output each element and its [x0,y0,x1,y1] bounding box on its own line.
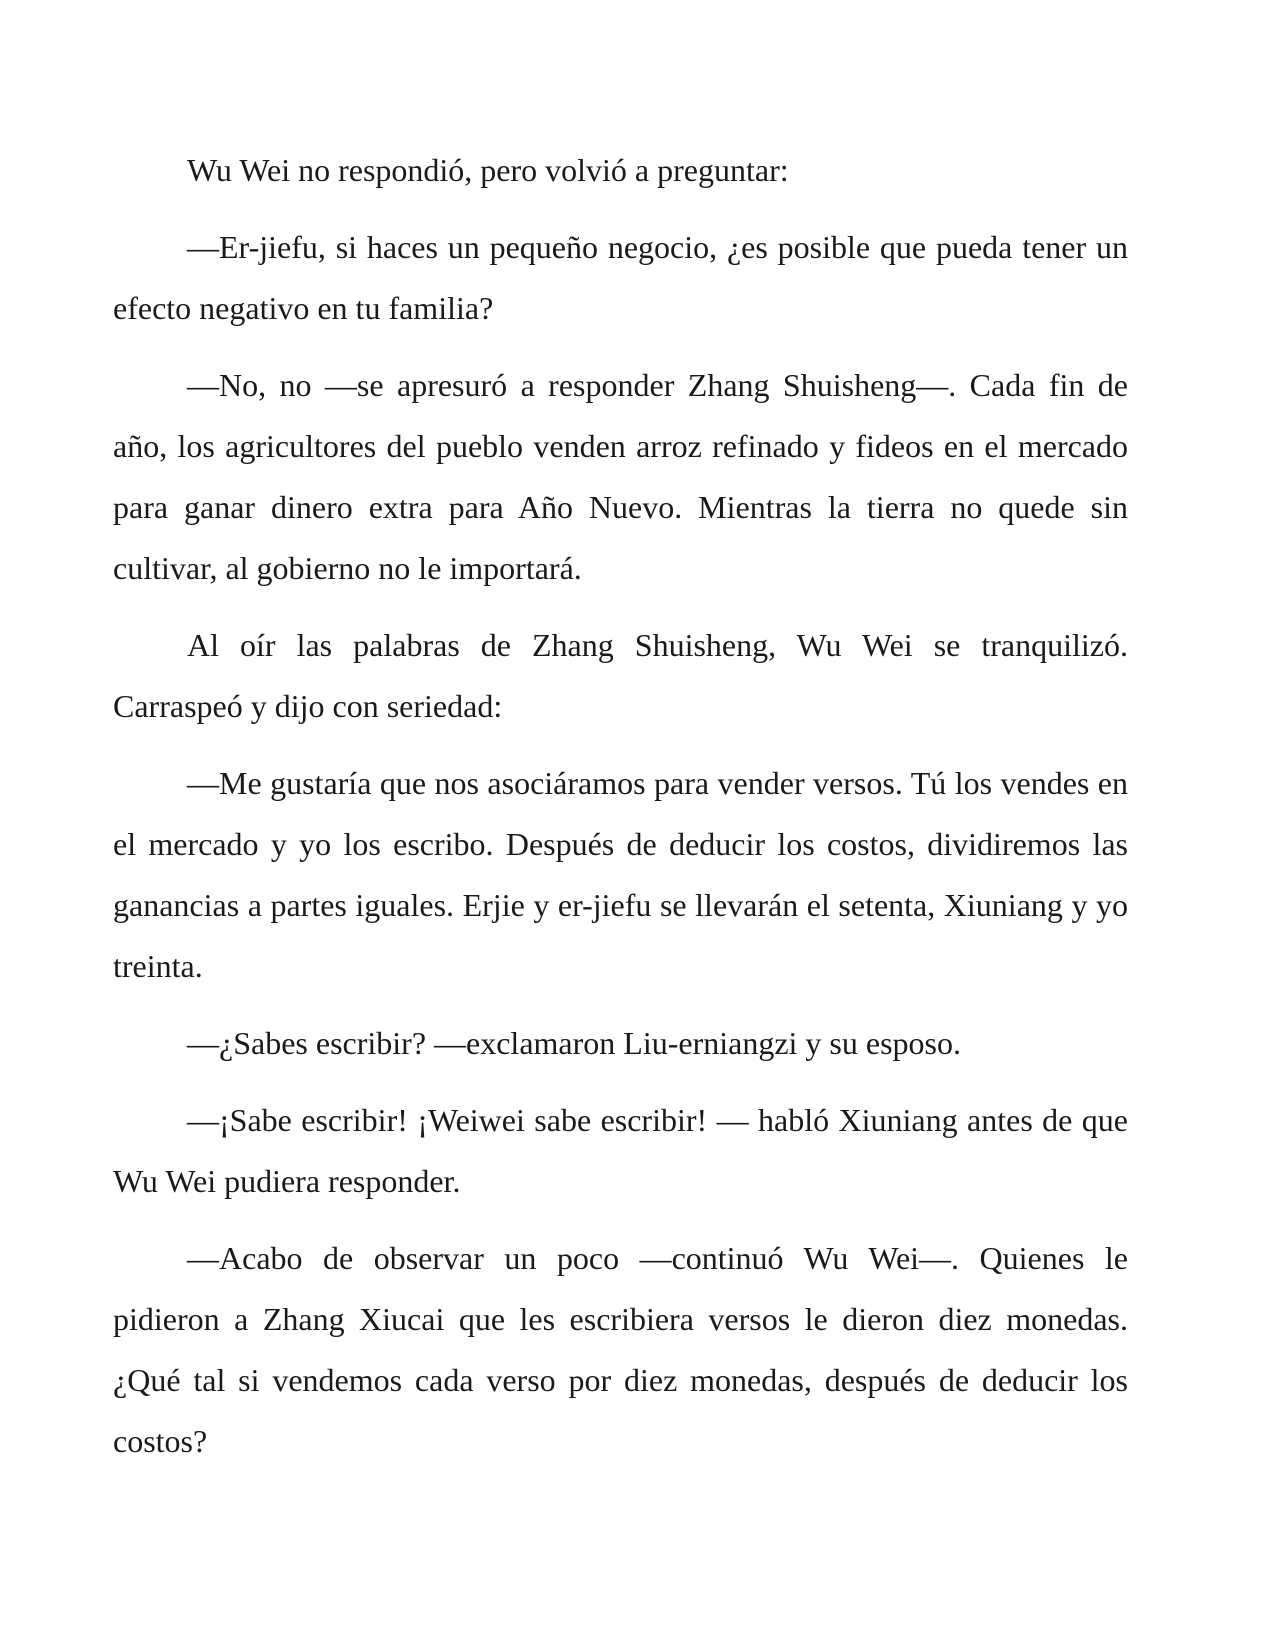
paragraph-7: —¡Sabe escribir! ¡Weiwei sabe escribir! — habló Xiuniang antes de que Wu Wei pudiera responder. [113,1102,1128,1199]
paragraph-1: Wu Wei no respondió, pero volvió a preguntar: [187,152,789,188]
paragraph-6: —¿Sabes escribir? —exclamaron Liu-erniangzi y su esposo. [187,1025,961,1061]
paragraph-5: —Me gustaría que nos asociáramos para vender versos. Tú los vendes en el mercado y yo los escribo. Después de deducir los costos, dividiremos las ganancias a partes iguales. Erjie y er-jiefu se llevarán el setenta, Xiuniang y yo treinta. [113,765,1128,984]
paragraph-8: —Acabo de observar un poco —continuó Wu Wei—. Quienes le pidieron a Zhang Xiucai que les escribiera versos le dieron diez monedas. ¿Qué tal si vendemos cada verso por diez monedas, después de deducir los costos? [113,1240,1128,1459]
paragraph-2: —Er-jiefu, si haces un pequeño negocio, ¿es posible que pueda tener un efecto negativo en tu familia? [113,229,1128,326]
paragraph-4: Al oír las palabras de Zhang Shuisheng, Wu Wei se tranquilizó. Carraspeó y dijo con seriedad: [113,627,1128,724]
paragraph-3: —No, no —se apresuró a responder Zhang Shuisheng—. Cada fin de año, los agricultores del pueblo venden arroz refinado y fideos en el mercado para ganar dinero extra para Año Nuevo. Mientras la tierra no quede sin cultivar, al gobierno no le importará. [113,367,1128,586]
